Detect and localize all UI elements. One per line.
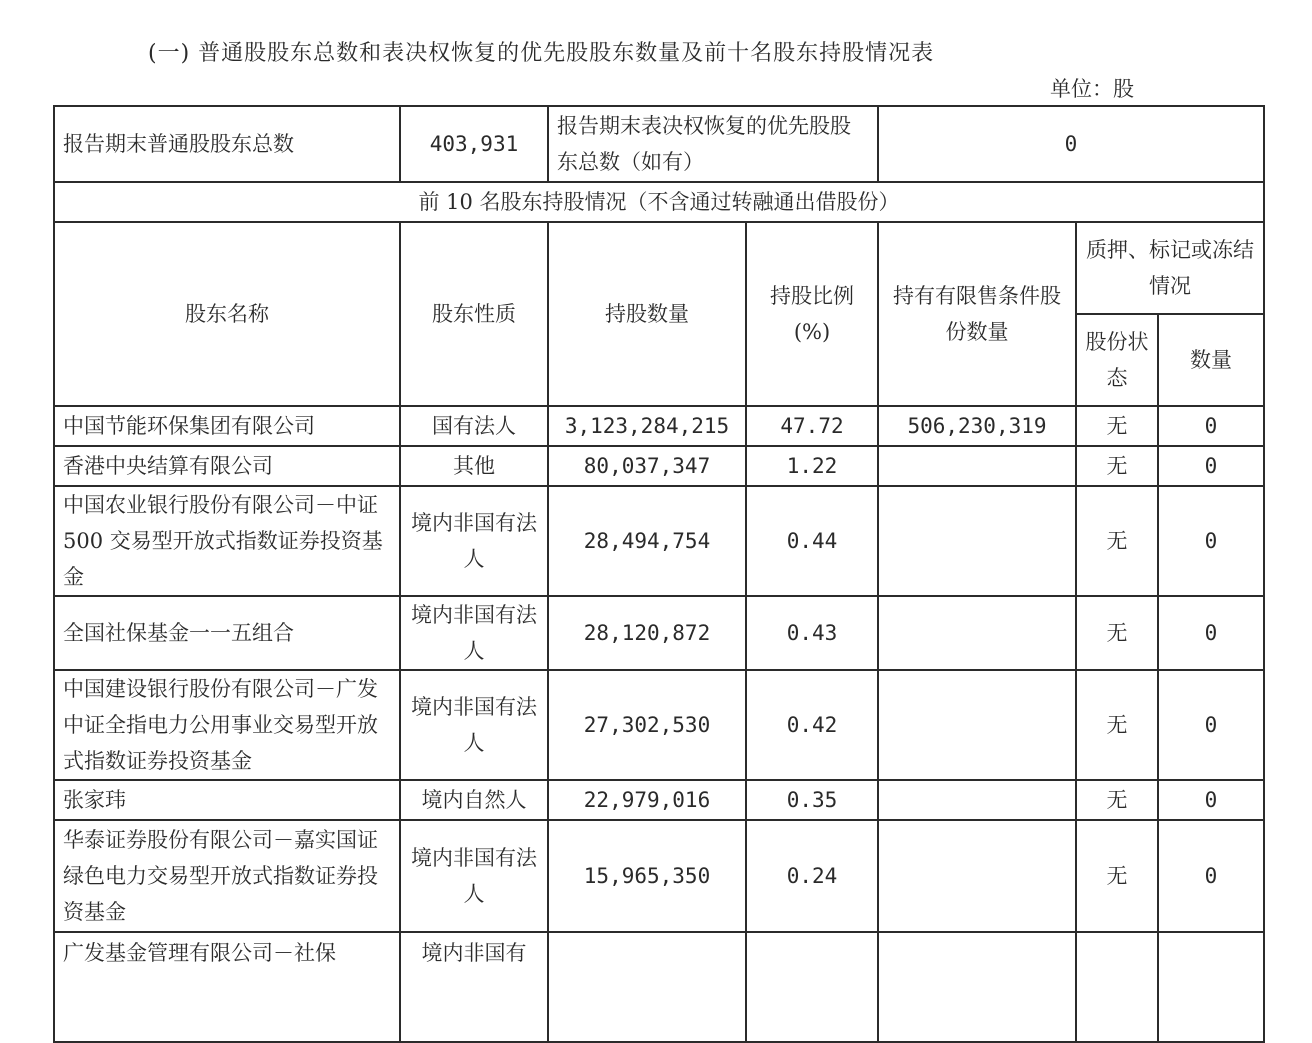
shareholder-table-container: [52, 104, 1264, 965]
row-restricted: [878, 820, 1076, 932]
table-row: [54, 406, 1264, 446]
row-nature: 其他: [400, 446, 548, 486]
row-ratio: 0.43: [746, 596, 878, 670]
row-status: 无: [1076, 670, 1158, 780]
row-qty: [1158, 932, 1264, 1042]
row-restricted: [878, 670, 1076, 780]
row-qty: 0: [1158, 780, 1264, 820]
row-name: 香港中央结算有限公司: [54, 446, 400, 486]
header-row: [54, 222, 1264, 314]
row-restricted: 506,230,319: [878, 406, 1076, 446]
row-qty: 0: [1158, 820, 1264, 932]
table-row: [54, 932, 1264, 1042]
total-holders-label: 报告期末普通股股东总数: [54, 106, 400, 182]
table-row: [54, 446, 1264, 486]
row-restricted: [878, 932, 1076, 1042]
row-name: 华泰证券股份有限公司－嘉实国证绿色电力交易型开放式指数证券投资基金: [54, 820, 400, 932]
row-name: 中国建设银行股份有限公司－广发中证全指电力公用事业交易型开放式指数证券投资基金: [54, 670, 400, 780]
section-title: 前 10 名股东持股情况（不含通过转融通出借股份）: [54, 182, 1264, 222]
unit-label: 单位：股: [1050, 77, 1134, 101]
row-name: 广发基金管理有限公司－社保: [54, 932, 400, 1042]
row-status: 无: [1076, 780, 1158, 820]
total-holders-value: 403,931: [400, 106, 548, 182]
row-status: 无: [1076, 486, 1158, 596]
row-shares: 15,965,350: [548, 820, 746, 932]
row-shares: 27,302,530: [548, 670, 746, 780]
row-restricted: [878, 446, 1076, 486]
summary-row: [54, 106, 1264, 182]
row-ratio: 0.35: [746, 780, 878, 820]
row-qty: 0: [1158, 446, 1264, 486]
row-restricted: [878, 486, 1076, 596]
row-name: 中国节能环保集团有限公司: [54, 406, 400, 446]
row-qty: 0: [1158, 596, 1264, 670]
row-nature: 境内非国有法人: [400, 486, 548, 596]
preferred-holders-value: 0: [878, 106, 1264, 182]
header-status: 股份状态: [1076, 314, 1158, 406]
row-qty: 0: [1158, 406, 1264, 446]
table-title: (一) 普通股股东总数和表决权恢复的优先股股东数量及前十名股东持股情况表: [148, 41, 935, 66]
row-shares: 3,123,284,215: [548, 406, 746, 446]
table-row: [54, 820, 1264, 932]
row-nature: 境内非国有法人: [400, 820, 548, 932]
table-row: [54, 596, 1264, 670]
table-row: [54, 670, 1264, 780]
row-nature: 境内自然人: [400, 780, 548, 820]
row-shares: [548, 932, 746, 1042]
shareholder-table: [53, 105, 1265, 1043]
row-qty: 0: [1158, 670, 1264, 780]
row-shares: 28,494,754: [548, 486, 746, 596]
row-ratio: [746, 932, 878, 1042]
row-nature: 境内非国有: [400, 932, 548, 1042]
row-status: 无: [1076, 596, 1158, 670]
row-shares: 22,979,016: [548, 780, 746, 820]
table-row: [54, 780, 1264, 820]
section-row: [54, 182, 1264, 222]
row-nature: 境内非国有法人: [400, 596, 548, 670]
row-status: 无: [1076, 446, 1158, 486]
row-ratio: 0.44: [746, 486, 878, 596]
row-nature: 国有法人: [400, 406, 548, 446]
row-ratio: 47.72: [746, 406, 878, 446]
row-status: 无: [1076, 406, 1158, 446]
header-name: 股东名称: [54, 222, 400, 406]
row-ratio: 0.24: [746, 820, 878, 932]
header-restricted: 持有有限售条件股份数量: [878, 222, 1076, 406]
header-pledge: 质押、标记或冻结情况: [1076, 222, 1264, 314]
table-row: [54, 486, 1264, 596]
header-ratio: 持股比例(%): [746, 222, 878, 406]
row-name: 张家玮: [54, 780, 400, 820]
row-restricted: [878, 780, 1076, 820]
row-qty: 0: [1158, 486, 1264, 596]
row-name: 全国社保基金一一五组合: [54, 596, 400, 670]
row-ratio: 0.42: [746, 670, 878, 780]
row-restricted: [878, 596, 1076, 670]
row-status: 无: [1076, 820, 1158, 932]
row-shares: 80,037,347: [548, 446, 746, 486]
row-status: [1076, 932, 1158, 1042]
row-shares: 28,120,872: [548, 596, 746, 670]
header-nature: 股东性质: [400, 222, 548, 406]
row-nature: 境内非国有法人: [400, 670, 548, 780]
header-shares: 持股数量: [548, 222, 746, 406]
header-qty: 数量: [1158, 314, 1264, 406]
row-name: 中国农业银行股份有限公司－中证 500 交易型开放式指数证券投资基金: [54, 486, 400, 596]
row-ratio: 1.22: [746, 446, 878, 486]
preferred-holders-label: 报告期末表决权恢复的优先股股东总数（如有）: [548, 106, 878, 182]
